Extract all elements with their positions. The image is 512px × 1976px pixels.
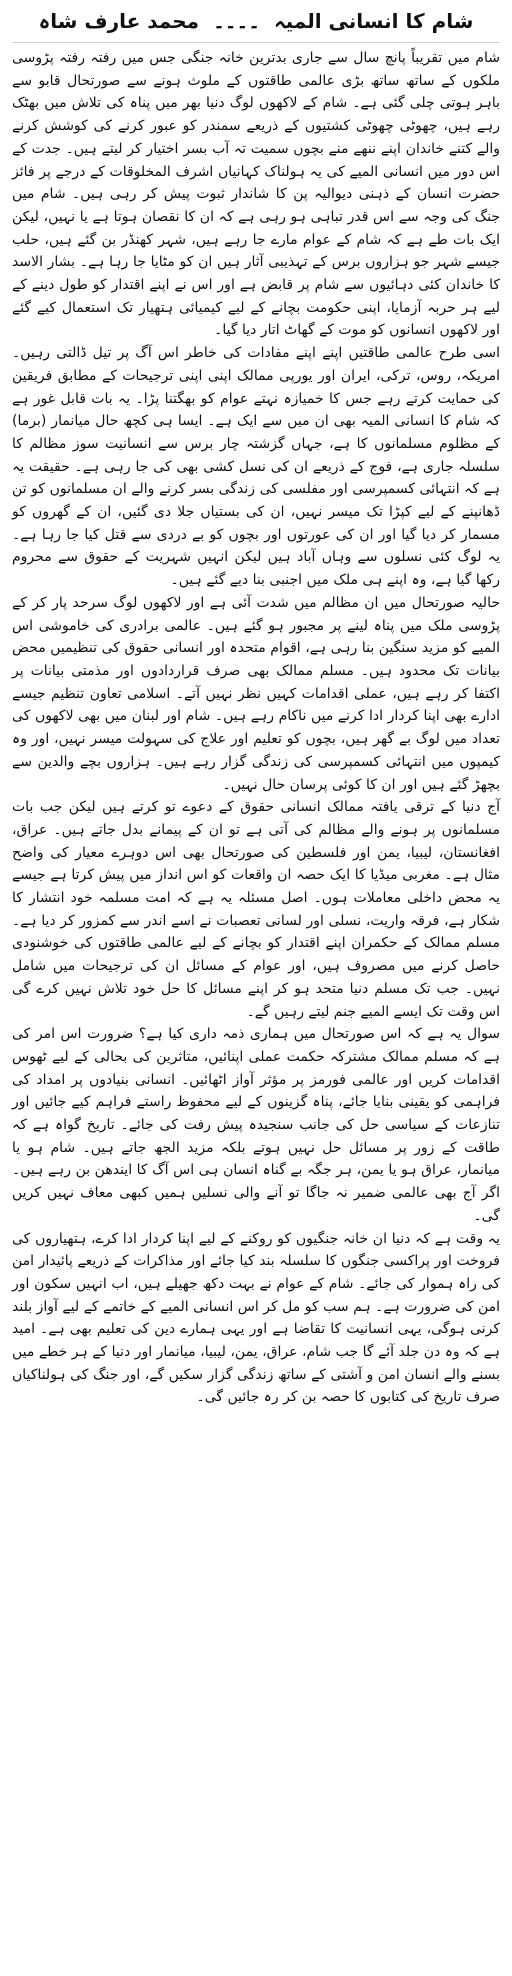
- headline-separator: ۔۔۔۔: [213, 9, 260, 33]
- article-paragraph-5: سوال یہ ہے کہ اس صورتحال میں ہماری ذمہ داری کیا ہے؟ ضرورت اس امر کی ہے کہ مسلم ممالک مشترکہ حکمت عملی اپنائیں، متاثرین کی بحالی کے لیے ٹھوس اقدامات کریں اور عالمی فورمز پر مؤثر آواز اٹھائیں۔ انسانی بنیادوں پر امداد کی فراہمی کو یقینی بنایا جائے، پناہ گزینوں کے لیے محفوظ راستے فراہم کیے جائیں اور تنازعات کے سیاسی حل کی جانب سنجیدہ پیش رفت کی جائے۔ تاریخ گواہ ہے کہ طاقت کے زور پر مسائل حل نہیں ہوتے بلکہ مزید الجھ جاتے ہیں۔ شام ہو یا میانمار، عراق ہو یا یمن، ہر جگہ بے گناہ انسان ہی اس آگ کا ایندھن بن رہے ہیں۔ اگر آج بھی عالمی ضمیر نہ جاگا تو آنے والی نسلیں ہمیں کبھی معاف نہیں کریں گی۔: [12, 1026, 500, 1224]
- article-title: شام کا انسانی المیہ: [273, 9, 474, 33]
- article-paragraph-1: شام میں تقریباً پانچ سال سے جاری بدترین خانہ جنگی جس میں رفتہ رفتہ پڑوسی ملکوں کے ساتھ ساتھ بڑی عالمی طاقتوں کے ملوث ہونے سے صورتحال قابو سے باہر ہوتی چلی گئی ہے۔ شام کے لاکھوں لوگ دنیا بھر میں پناہ کی تلاش میں بھٹک رہے ہیں، چھوٹی چھوٹی کشتیوں کے ذریعے سمندر کو عبور کرنے کی کوشش کرنے والے کتنے خاندان اپنے ننھے منے بچوں سمیت تہ آب بسر اختیار کر لیتے ہیں۔ جدت کے اس دور میں انسانی المیے کی یہ ہولناک کہانیاں اشرف المخلوقات کے درجے پر فائز حضرت انسان کے ذہنی دیوالیہ پن کا شاندار ثبوت پیش کر رہی ہیں۔ شام میں جنگ کی وجہ سے اس قدر تباہی ہو رہی ہے کہ ان کا نقصان ہوتا ہے یا نہیں، لیکن ایک بات طے ہے کہ شام کے عوام مارے جا رہے ہیں، شہر کھنڈر بن گئے ہیں، حلب جیسے شہر جو ہزاروں برس کے تہذیبی آثار ہیں ان کو مٹایا جا رہا ہے۔ بشار الاسد کا خاندان کئی دہائیوں سے شام پر قابض ہے اور اس نے اپنے اقتدار کو طول دینے کے لیے ہر حربہ آزمایا، اپنی حکومت بچانے کے لیے کیمیائی ہتھیار تک استعمال کیے گئے اور لاکھوں انسانوں کو موت کے گھاٹ اتار دیا گیا۔: [12, 50, 501, 339]
- article-paragraph-3: حالیہ صورتحال میں ان مظالم میں شدت آئی ہے اور لاکھوں لوگ سرحد پار کر کے پڑوسی ملک میں پناہ لینے پر مجبور ہو گئے ہیں۔ عالمی برادری کی خاموشی اس المیے کو مزید سنگین بنا رہی ہے، اقوام متحدہ اور انسانی حقوق کی تنظیمیں محض بیانات تک محدود ہیں۔ مسلم ممالک بھی صرف قراردادوں اور مذمتی بیانات پر اکتفا کر رہے ہیں، عملی اقدامات کہیں نظر نہیں آتے۔ اسلامی تعاون تنظیم جیسے ادارے بھی اپنا کردار ادا کرنے میں ناکام رہے ہیں۔ شام اور لبنان میں بھی لاکھوں کی تعداد میں لوگ بے گھر ہیں، بچوں کو تعلیم اور علاج کی سہولت میسر نہیں، اور وہ کیمپوں میں انتہائی کسمپرسی کی زندگی گزار رہے ہیں۔ ہزاروں بچے والدین سے بچھڑ گئے ہیں اور ان کا کوئی پرسان حال نہیں۔: [12, 594, 500, 793]
- article-headline: [12, 6, 500, 43]
- article-paragraph-6: یہ وقت ہے کہ دنیا ان خانہ جنگیوں کو روکنے کے لیے اپنا کردار ادا کرے، ہتھیاروں کی فروخت اور پراکسی جنگوں کا سلسلہ بند کیا جائے اور مذاکرات کے ذریعے پائیدار امن کی راہ ہموار کی جائے۔ شام کے عوام نے بہت دکھ جھیلے ہیں، اب انہیں سکون اور امن کی ضرورت ہے۔ ہم سب کو مل کر اس انسانی المیے کے خاتمے کے لیے آواز بلند کرنی ہوگی، یہی انسانیت کا تقاضا ہے اور یہی ہمارے دین کی تعلیم بھی ہے۔ امید ہے کہ وہ دن جلد آئے گا جب شام، عراق، یمن، لیبیا، میانمار اور دنیا کے ہر خطے میں بسنے والے انسان امن و آشتی کے ساتھ زندگی گزار سکیں گے، اور جنگ کی ہولناکیاں صرف تاریخ کی کتابوں کا حصہ بن کر رہ جائیں گی۔: [12, 1230, 500, 1406]
- article-author: محمد عارف شاہ: [38, 9, 200, 33]
- article-body: [12, 47, 500, 1409]
- article-paragraph-2: اسی طرح عالمی طاقتیں اپنے اپنے مفادات کی خاطر اس آگ پر تیل ڈالتی رہیں۔ امریکہ، روس، ترکی، ایران اور یورپی ممالک اپنی اپنی ترجیحات کے مطابق فریقین کی حمایت کرتے رہے جس کا خمیازہ نہتے عوام کو بھگتنا پڑا۔ یہ بات قابل غور ہے کہ شام کا انسانی المیہ بھی ان میں سے ایک ہے۔ ایسا ہی کچھ حال میانمار (برما) کے مظلوم مسلمانوں کا ہے، جہاں گزشتہ چار برس سے انسانیت سوز مظالم کا سلسلہ جاری ہے، فوج کے ذریعے ان کی نسل کشی بھی کی جا رہی ہے۔ حقیقت یہ ہے کہ انتہائی کسمپرسی اور مفلسی کی زندگی بسر کرنے والے ان مسلمانوں کو تن ڈھانپنے کے لیے کپڑا تک میسر نہیں، ان کی بستیاں جلا دی گئیں، ان کے گھروں کو مسمار کر دیا گیا اور ان کی عورتوں اور بچوں کو بے دردی سے قتل کیا جا رہا ہے۔ یہ لوگ کئی نسلوں سے وہاں آباد ہیں لیکن انہیں شہریت کے حقوق سے محروم رکھا گیا ہے، وہ اپنے ہی ملک میں اجنبی بنا دیے گئے ہیں۔: [12, 345, 500, 589]
- article-paragraph-4: آج دنیا کے ترقی یافتہ ممالک انسانی حقوق کے دعوے تو کرتے ہیں لیکن جب بات مسلمانوں پر ہونے والے مظالم کی آتی ہے تو ان کے پیمانے بدل جاتے ہیں۔ عراق، افغانستان، لیبیا، یمن اور فلسطین کی صورتحال بھی اس دوہرے معیار کی واضح مثال ہے۔ مغربی میڈیا کا ایک حصہ ان واقعات کو اس انداز میں پیش کرتا ہے جیسے یہ محض داخلی معاملات ہوں۔ اصل مسئلہ یہ ہے کہ امت مسلمہ خود انتشار کا شکار ہے، فرقہ واریت، نسلی اور لسانی تعصبات نے اسے اندر سے کمزور کر دیا ہے۔ مسلم ممالک کے حکمران اپنے اقتدار کو بچانے کے لیے عالمی طاقتوں کی خوشنودی حاصل کرنے میں مصروف ہیں، اور عوام کے مسائل ان کی ترجیحات میں شامل نہیں۔ جب تک مسلم دنیا متحد ہو کر اپنے مسائل کا حل خود تلاش نہیں کرے گی اس وقت تک ایسے المیے جنم لیتے رہیں گے۔: [12, 799, 500, 1020]
